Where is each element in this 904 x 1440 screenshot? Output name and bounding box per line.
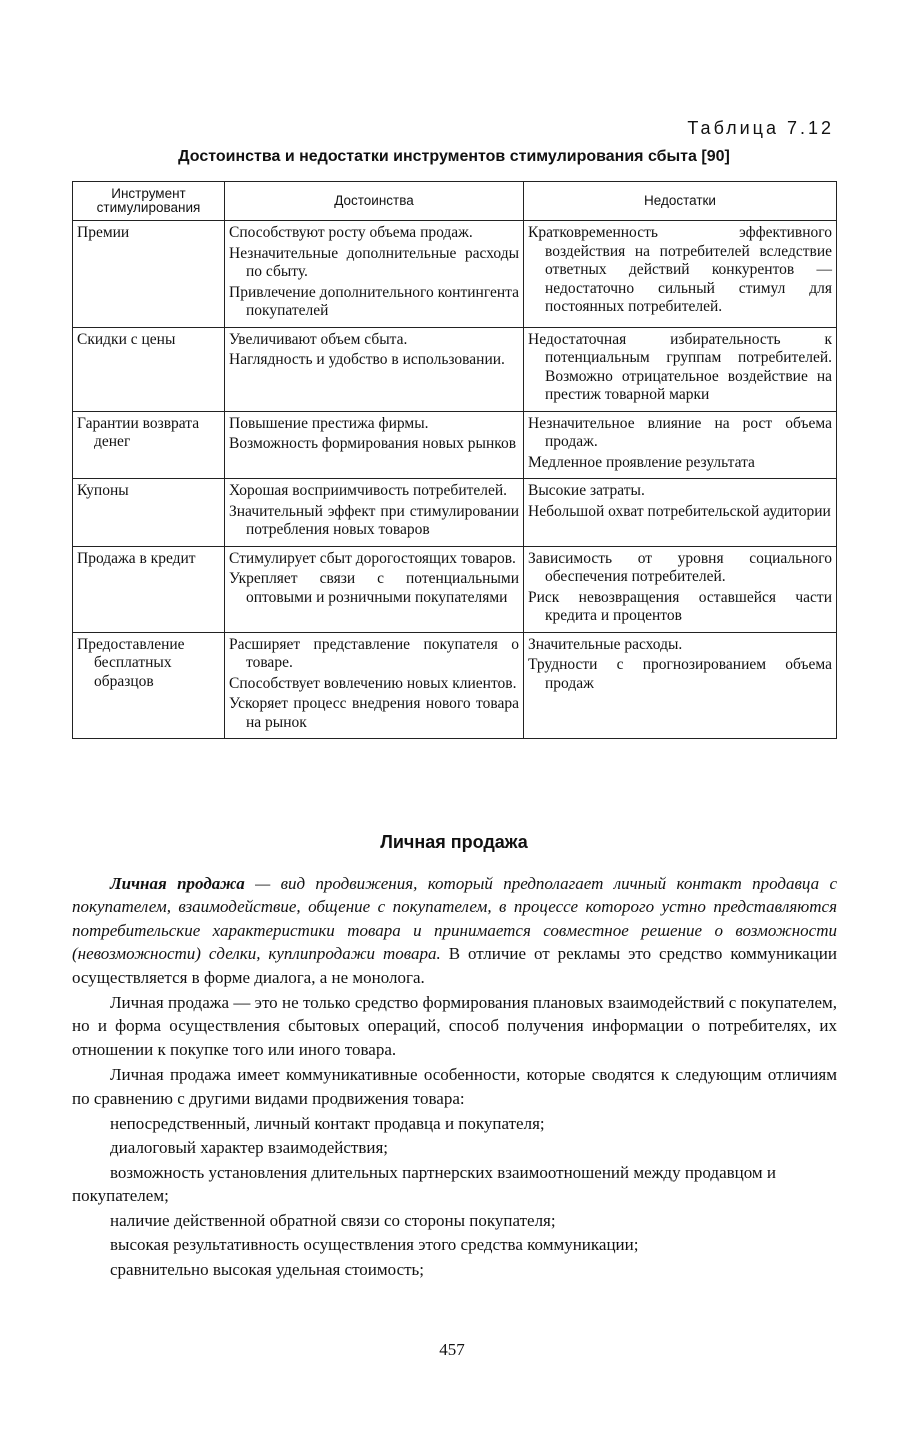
advantage-item: Привлечение дополнительного контингента покупателей	[229, 283, 519, 319]
tool-name: Скидки с цены	[77, 330, 176, 348]
tool-name: Премии	[77, 224, 130, 241]
advantages-cell	[225, 632, 524, 739]
disadvantage-item: Незначительное влияние на рост объема продаж.	[528, 414, 832, 450]
advantage-item: Возможность формирования новых рынков	[229, 435, 517, 452]
disadvantage-item: Недостаточная избирательность к потенциальным группам потребителей. Возможно отрицательное воздействие на престиж товарной марки	[528, 330, 832, 403]
advantage-item: Способствует вовлечению новых клиентов.	[229, 674, 517, 692]
tool-cell	[73, 221, 225, 328]
advantage-item: Расширяет представление покупателя о товаре.	[229, 635, 519, 671]
tool-cell	[73, 632, 225, 739]
list-item: возможность установления длительных партнерских взаимоотношений между продавцом и покупателем;	[72, 1162, 777, 1206]
disadvantages-cell	[524, 632, 837, 739]
paragraph: Личная продажа — это не только средство формирования плановых взаимодействий с покупателем, но и форма осуществления сбытовых операций, способ получения информации о потребителях, их отношении к покупке того или иного товара.	[72, 993, 837, 1059]
disadvantage-item: Медленное проявление результата	[528, 453, 755, 471]
advantage-item: Укрепляет связи с потенциальными оптовыми и розничными покупателями	[229, 570, 519, 606]
tool-name: Предоставление бесплатных образцов	[77, 635, 185, 690]
advantages-cell	[225, 479, 524, 547]
header-disadvantages: Недостатки	[524, 182, 837, 221]
disadvantage-item: Высокие затраты.	[528, 482, 645, 499]
disadvantages-cell	[524, 327, 837, 411]
tool-cell	[73, 327, 225, 411]
table-row	[73, 632, 837, 739]
section-heading: Личная продажа	[380, 832, 528, 852]
tool-name: Продажа в кредит	[77, 549, 196, 567]
advantages-cell	[225, 411, 524, 479]
table-row	[73, 479, 837, 547]
sales-promotion-table	[72, 181, 837, 739]
advantages-cell	[225, 546, 524, 632]
table-body	[73, 221, 837, 739]
advantage-item: Незначительные дополнительные расходы по сбыту.	[229, 244, 519, 280]
advantage-item: Повышение престижа фирмы.	[229, 414, 429, 432]
list-item: высокая результативность осуществления этого средства коммуникации;	[110, 1235, 639, 1255]
disadvantages-cell	[524, 221, 837, 328]
disadvantage-item: Риск невозвращения оставшейся части кредита и процентов	[528, 588, 832, 624]
advantage-item: Стимулирует сбыт дорогостоящих товаров.	[229, 549, 516, 567]
list-item: непосредственный, личный контакт продавца и покупателя;	[110, 1114, 545, 1134]
tool-cell	[73, 546, 225, 632]
tool-cell	[73, 479, 225, 547]
disadvantages-cell	[524, 411, 837, 479]
disadvantages-cell	[524, 546, 837, 632]
tool-cell	[73, 411, 225, 479]
advantage-item: Способствуют росту объема продаж.	[229, 224, 473, 241]
page-number: 457	[439, 1340, 465, 1359]
table-row	[73, 411, 837, 479]
disadvantages-cell	[524, 479, 837, 547]
definition-paragraph	[72, 872, 837, 989]
advantage-item: Значительный эффект при стимулировании потребления новых товаров	[229, 502, 519, 538]
disadvantage-item: Кратковременность эффективного воздействия на потребителей вследствие ответных действий конкурентов — недостаточно сильный стимул для постоянных потребителей.	[528, 224, 832, 315]
definition-term: Личная продажа	[110, 874, 245, 893]
disadvantage-item: Значительные расходы.	[528, 635, 683, 653]
advantage-item: Хорошая восприимчивость потребителей.	[229, 482, 508, 499]
features-list	[72, 1112, 837, 1281]
tool-name: Гарантии возврата денег	[77, 414, 200, 450]
table-row	[73, 546, 837, 632]
list-item: сравнительно высокая удельная стоимость;	[110, 1259, 425, 1279]
tool-name: Купоны	[77, 482, 129, 499]
advantage-item: Увеличивают объем сбыта.	[229, 330, 408, 348]
list-item: диалоговый характер взаимодействия;	[110, 1138, 388, 1158]
disadvantage-item: Трудности с прогнозированием объема продаж	[528, 656, 832, 692]
advantages-cell	[225, 327, 524, 411]
table-row	[73, 327, 837, 411]
advantage-item: Ускоряет процесс внедрения нового товара на рынок	[229, 695, 519, 731]
body-text	[72, 872, 837, 1282]
table-header-row	[73, 182, 837, 221]
list-item: наличие действенной обратной связи со стороны покупателя;	[110, 1210, 556, 1230]
advantages-cell	[225, 221, 524, 328]
disadvantage-item: Зависимость от уровня социального обеспечения потребителей.	[528, 549, 832, 585]
table-row	[73, 221, 837, 328]
header-tool: Инструмент стимулирования	[73, 182, 225, 221]
disadvantage-item: Небольшой охват потребительской аудитории	[528, 502, 831, 520]
table-number: Таблица 7.12	[687, 118, 834, 138]
definition-text: — вид продвижения, который предполагает личный контакт продавца с покупателем, взаимодействие, общение с покупателем, в процессе которого устно представляются потребительские характеристики товара и принимается совместное решение о возможности (невозможности) сделки, куплипродажи товара.	[72, 874, 837, 964]
paragraph: Личная продажа имеет коммуникативные особенности, которые сводятся к следующим отличиям по сравнению с другими видами продвижения товара:	[72, 1065, 837, 1108]
header-advantages: Достоинства	[225, 182, 524, 221]
table-title: Достоинства и недостатки инструментов стимулирования сбыта [90]	[178, 148, 730, 165]
advantage-item: Наглядность и удобство в использовании.	[229, 351, 505, 368]
definition-rest: В отличие от рекламы это средство коммуникации осуществляется в форме диалога, а не монолога.	[72, 944, 837, 987]
